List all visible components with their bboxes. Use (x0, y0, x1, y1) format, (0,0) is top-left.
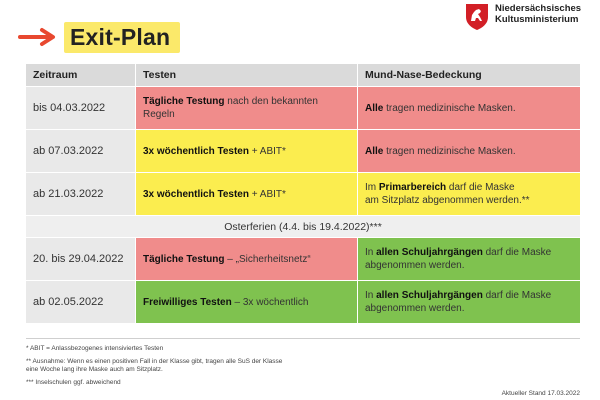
mask-text: tragen medizinische Masken. (383, 102, 516, 114)
mask-bold: allen Schuljahrgängen (376, 290, 483, 301)
footnote-exception-line2: eine Woche lang ihre Maske auch am Sitzplatz. (26, 366, 163, 373)
exit-plan-table (26, 64, 580, 324)
testing-cell (136, 130, 358, 172)
period-cell: 20. bis 29.04.2022 (26, 238, 136, 280)
testing-cell (136, 281, 358, 323)
footer-divider (26, 338, 580, 339)
page-title: Exit-Plan (70, 23, 171, 50)
period-cell: ab 07.03.2022 (26, 130, 136, 172)
testing-bold: Tägliche Testung (143, 96, 225, 107)
footnote-exception: ** Ausnahme: Wenn es einen positiven Fall in der Klasse gibt, tragen alle SuS der Klasse (26, 357, 283, 365)
period-cell: bis 04.03.2022 (26, 87, 136, 129)
ministry-logo (465, 3, 581, 31)
column-header-period: Zeitraum (26, 64, 136, 86)
table-row (26, 238, 580, 281)
mask-text: darf die Maske (482, 290, 552, 301)
mask-text-line2: am Sitzplatz abgenommen werden.** (365, 195, 530, 206)
testing-text: – „Sicherheitsnetz“ (224, 253, 311, 265)
mask-cell (358, 238, 580, 280)
logo-line-1: Niedersächsisches (495, 3, 582, 14)
holiday-row: Osterferien (4.4. bis 19.4.2022)*** (26, 216, 580, 238)
mask-cell (358, 173, 580, 215)
mask-prefix: In (365, 290, 377, 301)
table-row (26, 281, 580, 324)
mask-cell (358, 130, 580, 172)
table-row (26, 173, 580, 216)
testing-cell (136, 87, 358, 129)
column-header-mask: Mund-Nase-Bedeckung (358, 64, 580, 86)
status-date: Aktueller Stand 17.03.2022 (501, 390, 580, 397)
lower-saxony-crest-icon (465, 3, 489, 31)
mask-cell (358, 281, 580, 323)
page-header (18, 22, 180, 52)
footnotes (26, 345, 282, 387)
table-row (26, 87, 580, 130)
testing-text: nach den bekannten Regeln (143, 96, 318, 120)
mask-text-line2: abgenommen werden. (365, 260, 465, 271)
footnote-islands: *** Inselschulen ggf. abweichend (26, 378, 121, 386)
testing-bold: Freiwilliges Testen (143, 296, 232, 308)
logo-line-2: Kultusministerium (495, 14, 579, 25)
footnote-abit: * ABIT = Anlassbezogenes intensiviertes Testen (26, 345, 164, 352)
mask-text-line2: abgenommen werden. (365, 303, 465, 314)
title-highlight (64, 22, 180, 53)
testing-cell (136, 238, 358, 280)
column-header-testing: Testen (136, 64, 358, 86)
mask-bold: Primarbereich (378, 182, 447, 193)
mask-prefix: Im (365, 182, 379, 193)
mask-prefix: In (365, 247, 377, 258)
testing-bold: Tägliche Testung (143, 253, 225, 265)
testing-text: – 3x wöchentlich (231, 296, 309, 308)
testing-bold: 3x wöchentlich Testen (143, 145, 249, 157)
mask-bold: Alle (365, 145, 384, 157)
period-cell: ab 02.05.2022 (26, 281, 136, 323)
mask-bold: allen Schuljahrgängen (376, 247, 483, 258)
period-cell: ab 21.03.2022 (26, 173, 136, 215)
testing-cell (136, 173, 358, 215)
table-row (26, 130, 580, 173)
mask-text: darf die Maske (482, 247, 552, 258)
table-header-row (26, 64, 580, 87)
arrow-right-icon (18, 27, 58, 47)
mask-text: darf die Maske (446, 182, 515, 193)
mask-cell (358, 87, 580, 129)
testing-text: + ABIT* (248, 145, 286, 157)
mask-bold: Alle (365, 102, 384, 114)
testing-bold: 3x wöchentlich Testen (143, 188, 249, 200)
mask-text: tragen medizinische Masken. (383, 145, 516, 157)
testing-text: + ABIT* (248, 188, 286, 200)
